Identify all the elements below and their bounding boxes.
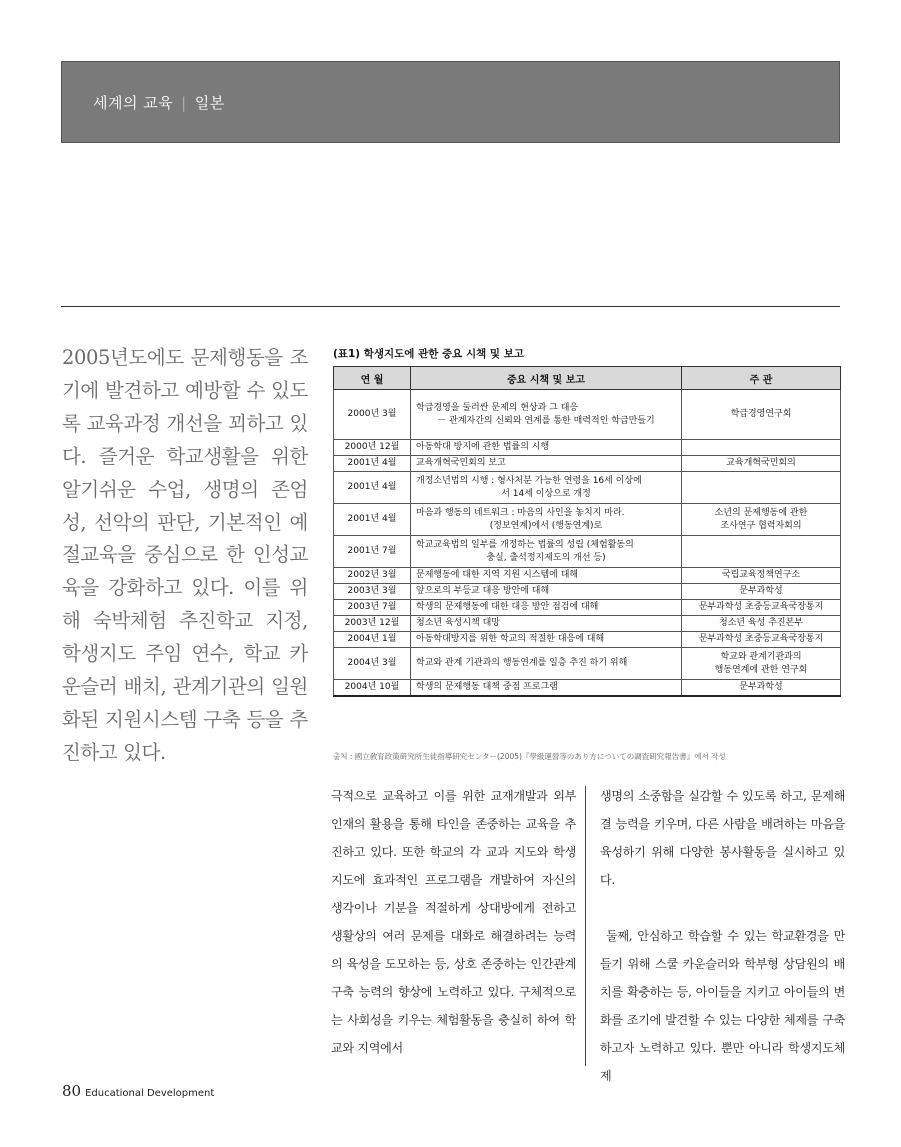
cell-org bbox=[682, 390, 841, 440]
cell-org bbox=[682, 584, 841, 600]
pull-quote: 2005년도에도 문제행동을 조기에 발견하고 예방할 수 있도록 교육과정 개선을 꾀하고 있다. 즐거운 학교생활을 위한 알기쉬운 수업, 생명의 존엄성, 선악의 판단, 기본적인 예절교육을 중심으로 한 인성교육을 강화하고 있다. 이를 위해 숙박체험 추진학교 지정, 학생지도 주임 연수, 학교 카운슬러 배치, 관계기관의 일원화된 지원시스템 구축 등을 추진하고 있다. bbox=[62, 346, 308, 764]
table-row bbox=[334, 456, 841, 472]
horizontal-rule bbox=[61, 306, 840, 307]
cell-date: 2001년 4월 bbox=[334, 472, 411, 504]
body-paragraph: 둘째, 안심하고 학습할 수 있는 학교환경을 만들기 위해 스쿨 카운슬러와 학부형 상담원의 배치를 확충하는 등, 아이들을 지키고 아이들의 변화를 조기에 발견할 수 있는 다양한 체제를 구축하고자 노력하고 있다. 뿐만 아니라 학생지도체제 bbox=[600, 929, 845, 1083]
cell-org bbox=[682, 568, 841, 584]
table-row bbox=[334, 600, 841, 616]
cell-content-line: 아동학대방지를 위한 학교의 적절한 대응에 대해 bbox=[416, 634, 605, 644]
body-paragraph: 극적으로 교육하고 이를 위한 교재개발과 외부인재의 활용을 통해 타인을 존중하는 교육을 추진하고 있다. 또한 학교의 각 교과 지도와 학생 지도에 효과적인 프로그램을 개발하여 자신의 생각이나 기분을 적절하게 상대방에게 전하고 생활상의 여러 문제를 대화로 해결하려는 능력의 육성을 도모하는 등, 상호 존중하는 인간관계 구축 능력의 향상에 노력하고 있다. 구체적으로는 사회성을 키우는 체험활동을 충실히 하여 학교와 지역에서 bbox=[331, 789, 576, 1055]
cell-content bbox=[411, 632, 682, 648]
cell-content-line: (정보연계)에서 (행동연계)로 bbox=[489, 520, 603, 531]
cell-content-line: 마음과 행동의 네트워크 : 마음의 사인을 놓치지 마라. bbox=[416, 507, 625, 518]
cell-org bbox=[682, 680, 841, 697]
cell-org bbox=[682, 632, 841, 648]
cell-content bbox=[411, 390, 682, 440]
table-row bbox=[334, 584, 841, 600]
table-source: 출처 : 國立敎育政策硏究所生徒指導硏究センター(2005)『學級運營等のあり方についての調査硏究報告書』에서 작성 bbox=[333, 752, 726, 761]
cell-org bbox=[682, 440, 841, 456]
cell-org bbox=[682, 504, 841, 536]
cell-content-line: 충실, 출석정지제도의 개선 등) bbox=[486, 552, 606, 563]
cell-org-line: 청소년 육성 추진본부 bbox=[719, 618, 803, 628]
column-divider bbox=[585, 786, 586, 1066]
cell-content bbox=[411, 648, 682, 680]
cell-content-line: － 관계자간의 신뢰와 연계를 통한 매력적인 학급만들기 bbox=[437, 415, 655, 426]
cell-org bbox=[682, 456, 841, 472]
cell-org bbox=[682, 472, 841, 504]
cell-org bbox=[682, 648, 841, 680]
cell-content-line: 아동학대 방지에 관한 법률의 시행 bbox=[416, 442, 550, 452]
cell-date: 2001년 7월 bbox=[334, 536, 411, 568]
table-row bbox=[334, 472, 841, 504]
header-org: 주 관 bbox=[682, 367, 841, 390]
cell-content bbox=[411, 616, 682, 632]
table-row bbox=[334, 568, 841, 584]
header-country: 일본 bbox=[194, 94, 225, 112]
publication-name: Educational Development bbox=[85, 1088, 215, 1099]
cell-org bbox=[682, 536, 841, 568]
header-date: 연 월 bbox=[334, 367, 411, 390]
cell-content bbox=[411, 440, 682, 456]
table-row bbox=[334, 536, 841, 568]
cell-date: 2002년 3월 bbox=[334, 568, 411, 584]
table-row bbox=[334, 440, 841, 456]
cell-content-line: 학생의 문제행동 대책 중점 프로그램 bbox=[416, 682, 558, 692]
table-row bbox=[334, 632, 841, 648]
cell-content-line: 교육개혁국민회의 보고 bbox=[416, 458, 506, 468]
cell-date: 2001년 4월 bbox=[334, 504, 411, 536]
table-row bbox=[334, 616, 841, 632]
header-divider: | bbox=[181, 94, 187, 112]
cell-org-line: 국립교육정책연구소 bbox=[721, 570, 801, 580]
cell-date: 2003년 3월 bbox=[334, 584, 411, 600]
body-column-right bbox=[600, 782, 845, 1090]
cell-content-line: 학생의 문제행동에 대한 대응 방안 점검에 대해 bbox=[416, 602, 599, 612]
cell-org-line: 학급경영연구회 bbox=[730, 409, 792, 419]
cell-date: 2004년 1월 bbox=[334, 632, 411, 648]
cell-content-line: 학교와 관계 기관과의 행동연계를 일층 추진 하기 위해 bbox=[416, 658, 628, 668]
cell-date: 2000년 12월 bbox=[334, 440, 411, 456]
cell-content-line: 개정소년법의 시행 : 형사처분 가능한 연령을 16세 이상에 bbox=[416, 475, 642, 486]
cell-date: 2004년 10월 bbox=[334, 680, 411, 697]
header-content: 중요 시책 및 보고 bbox=[411, 367, 682, 390]
cell-content-line: 학교교육법의 일부를 개정하는 법률의 성립 (체험활동의 bbox=[416, 539, 634, 550]
cell-content-line: 청소년 육성시책 대망 bbox=[416, 618, 500, 628]
page-footer bbox=[62, 1082, 214, 1100]
cell-content-line: 앞으로의 부등교 대응 방안에 대해 bbox=[416, 586, 550, 596]
section-header bbox=[61, 61, 840, 143]
cell-content bbox=[411, 600, 682, 616]
header-title bbox=[93, 92, 225, 113]
body-column-left bbox=[331, 782, 576, 1062]
cell-org bbox=[682, 600, 841, 616]
cell-date: 2001년 4월 bbox=[334, 456, 411, 472]
table-header-row bbox=[334, 367, 841, 390]
cell-org-line: 문부과학성 초중등교육국장통지 bbox=[698, 602, 824, 612]
cell-org-line: 교육개혁국민회의 bbox=[726, 458, 796, 468]
cell-content bbox=[411, 472, 682, 504]
table-row bbox=[334, 504, 841, 536]
cell-date: 2004년 3월 bbox=[334, 648, 411, 680]
table-row bbox=[334, 680, 841, 697]
cell-date: 2000년 3월 bbox=[334, 390, 411, 440]
cell-content-line: 학급경영을 둘러싼 문제의 현상과 그 대응 bbox=[416, 402, 579, 413]
cell-content bbox=[411, 584, 682, 600]
cell-org-line: 문부과학성 bbox=[739, 682, 783, 692]
cell-org-line: 조사연구 협력자회의 bbox=[720, 520, 802, 531]
cell-content-line: 문제행동에 대한 지역 지원 시스템에 대해 bbox=[416, 570, 579, 580]
cell-content bbox=[411, 504, 682, 536]
body-paragraph: 생명의 소중함을 실감할 수 있도록 하고, 문제해결 능력을 키우며, 다른 사람을 배려하는 마음을 육성하기 위해 다양한 봉사활동을 실시하고 있다. bbox=[600, 789, 845, 887]
cell-content bbox=[411, 680, 682, 697]
cell-org-line: 문부과학성 bbox=[739, 586, 783, 596]
table-row bbox=[334, 648, 841, 680]
cell-org-line: 문부과학성 초중등교육국장통지 bbox=[698, 634, 824, 644]
header-section: 세계의 교육 bbox=[93, 94, 174, 112]
cell-org bbox=[682, 616, 841, 632]
table-row bbox=[334, 390, 841, 440]
page-number: 80 bbox=[62, 1082, 82, 1100]
cell-content bbox=[411, 536, 682, 568]
policy-table bbox=[333, 366, 841, 697]
cell-date: 2003년 7월 bbox=[334, 600, 411, 616]
table-title: (표1) 학생지도에 관한 중요 시책 및 보고 bbox=[333, 348, 524, 360]
cell-content-line: 서 14세 이상으로 개정 bbox=[501, 488, 591, 499]
cell-content bbox=[411, 568, 682, 584]
cell-org-line: 소년의 문제행동에 관한 bbox=[714, 507, 808, 518]
cell-content bbox=[411, 456, 682, 472]
cell-date: 2003년 12월 bbox=[334, 616, 411, 632]
cell-org-line: 학교와 관계기관과의 bbox=[720, 651, 802, 662]
cell-org-line: 행동연계에 관한 연구회 bbox=[714, 664, 808, 675]
